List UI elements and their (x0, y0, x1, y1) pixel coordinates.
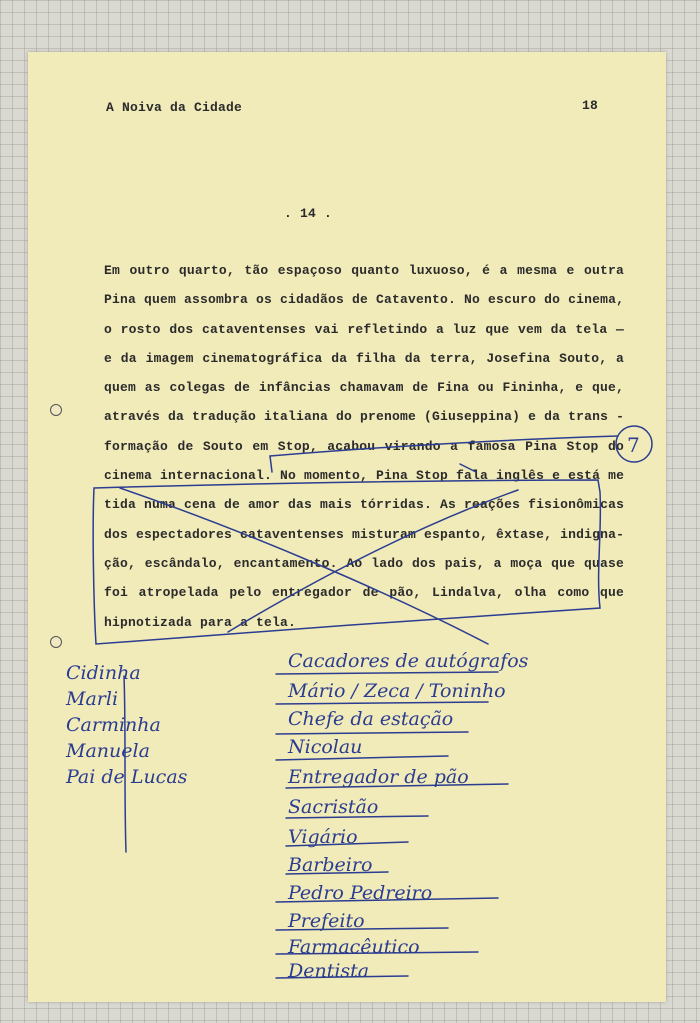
insertion-mark (460, 464, 476, 472)
handwritten-role: Vigário (288, 826, 358, 848)
pen-markings (28, 52, 666, 1002)
handwritten-role: Sacristão (288, 796, 379, 818)
handwritten-name: Pai de Lucas (66, 766, 188, 788)
circled-number: 7 (627, 433, 640, 457)
strike-line (276, 898, 498, 902)
paragraph-line: Pina quem assombra os cidadãos de Catavento. No escuro do cinema, (104, 292, 625, 308)
handwritten-role: Pedro Pedreiro (288, 882, 433, 904)
strike-line (286, 816, 428, 818)
paragraph-line: cinema internacional. No momento, Pina Stop fala inglês e está me (104, 468, 625, 484)
paragraph-line: dos espectadores cataventenses misturam espanto, êxtase, indigna- (104, 526, 625, 542)
section-marker: . 14 . (284, 206, 333, 221)
handwritten-name: Cidinha (66, 662, 141, 684)
handwritten-role: Mário / Zeca / Toninho (288, 680, 506, 702)
paragraph-line: quem as colegas de infâncias chamavam de Fina ou Fininha, e que, (104, 380, 624, 396)
page-number: 18 (582, 98, 599, 113)
paragraph-line: tida numa cena de amor das mais tórridas. As reações fisionômicas (104, 497, 625, 513)
handwritten-role: Prefeito (288, 910, 365, 932)
insertion-caret (270, 456, 272, 472)
deletion-box (93, 480, 600, 644)
paragraph-line: e da imagem cinematográfica da filha da terra, Josefina Souto, a (104, 350, 624, 366)
handwritten-role: Barbeiro (288, 854, 373, 876)
strike-line (276, 732, 468, 734)
strike-line (286, 784, 508, 788)
handwritten-role: Cacadores de autógrafos (288, 650, 529, 672)
strike-line (286, 872, 388, 874)
strike-line (286, 842, 408, 846)
paragraph-line: ção, escândalo, encantamento. Ao lado dos pais, a moça que quase (104, 555, 624, 571)
manuscript-page (28, 52, 666, 1002)
bracket-line (124, 676, 126, 852)
handwritten-name: Carminha (66, 714, 161, 736)
handwritten-name: Marli (66, 688, 119, 710)
handwritten-name: Manuela (66, 740, 150, 762)
strike-line (276, 976, 408, 978)
strike-line (276, 756, 448, 760)
document-title: A Noiva da Cidade (106, 100, 243, 115)
cross-out-line (120, 488, 488, 644)
handwritten-role: Entregador de pão (288, 766, 469, 788)
handwritten-role: Farmacêutico (288, 936, 420, 958)
strike-line (276, 672, 498, 674)
paragraph-line: foi atropelada pelo entregador de pão, Lindalva, olha como que (104, 585, 624, 601)
handwritten-role: Chefe da estação (288, 708, 454, 730)
handwritten-role: Nicolau (288, 736, 363, 758)
paragraph-line: formação de Souto em Stop, acabou virando a famosa Pina Stop do (104, 438, 624, 454)
strike-line (276, 702, 488, 704)
insertion-line (270, 436, 618, 456)
handwritten-role: Dentista (288, 960, 370, 982)
paragraph-line: o rosto dos cataventenses vai refletindo a luz que vem da tela — (104, 321, 624, 337)
strike-line (276, 928, 448, 930)
paragraph-line: Em outro quarto, tão espaçoso quanto luxuoso, é a mesma e outra (104, 263, 624, 278)
cross-out-line (228, 490, 518, 632)
strike-line (276, 952, 478, 954)
paragraph-line: hipnotizada para a tela. (104, 614, 297, 630)
paragraph-line: através da tradução italiana do prenome (Giuseppina) e da trans - (104, 409, 625, 425)
